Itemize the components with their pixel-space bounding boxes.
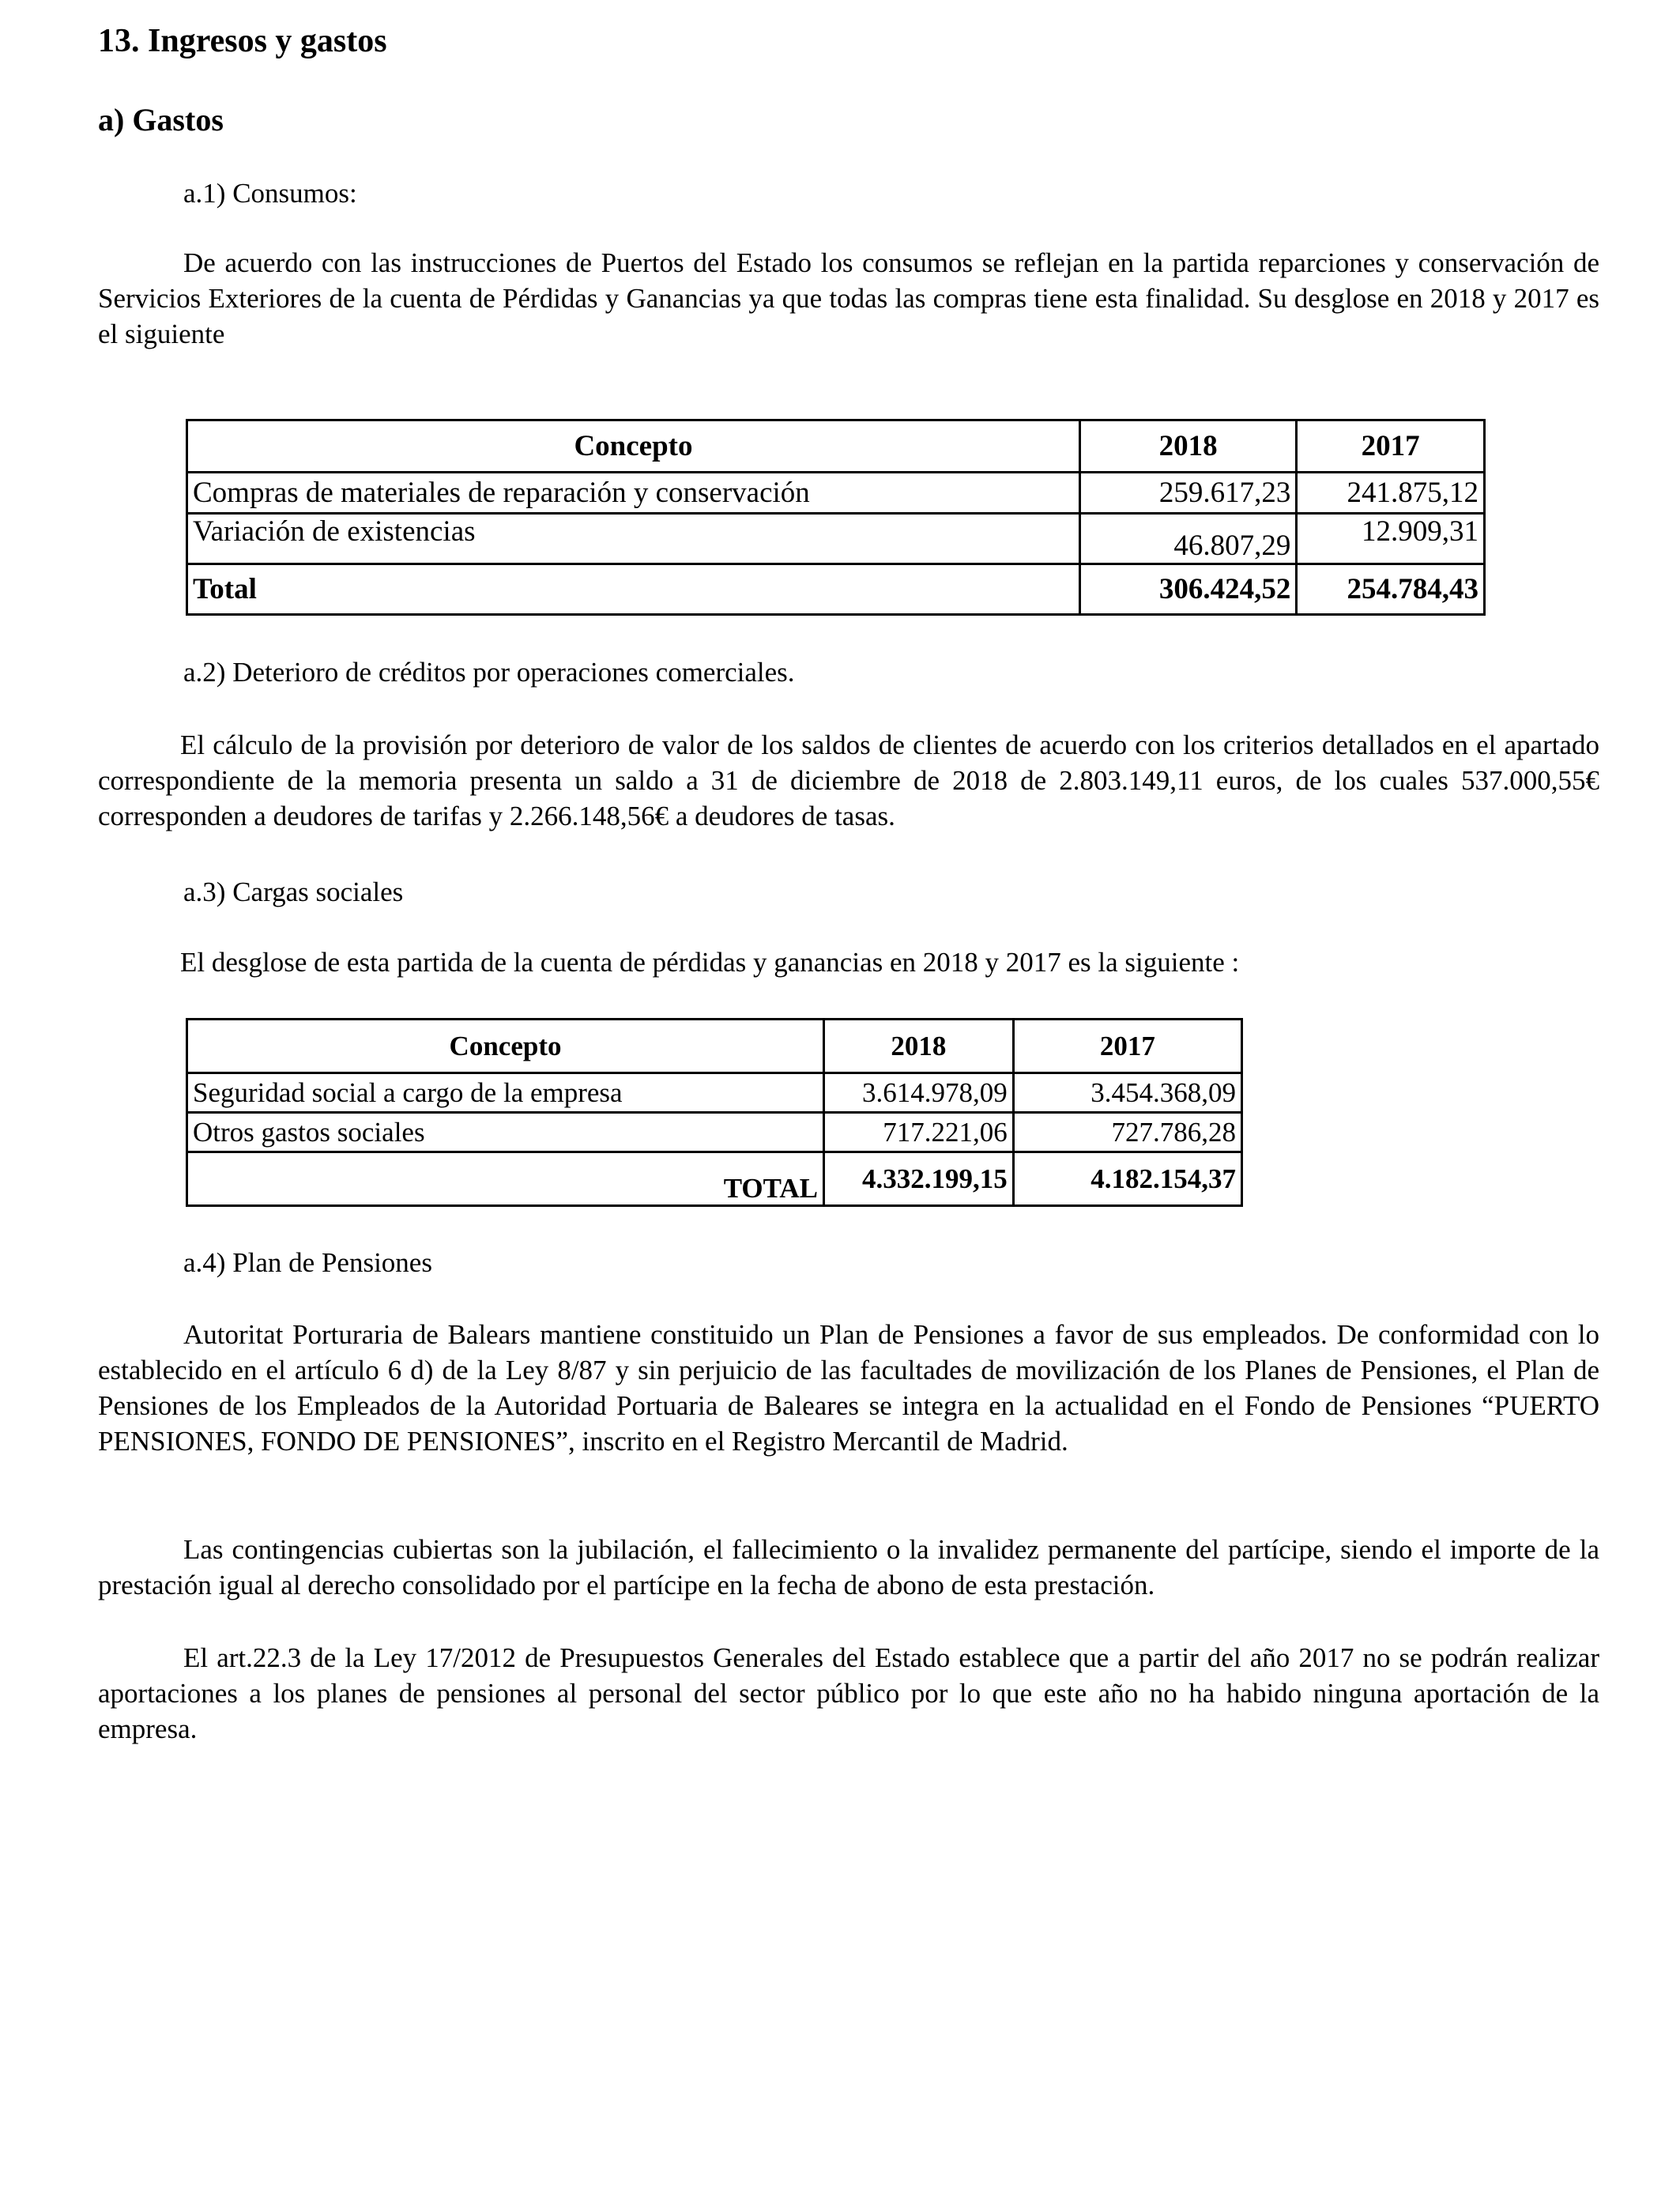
row-value-2018: 717.221,06 xyxy=(824,1113,1014,1152)
table-consumos xyxy=(186,419,1486,616)
total-value-2017: 254.784,43 xyxy=(1297,564,1485,615)
table-cargas-sociales xyxy=(186,1018,1243,1207)
section-title: 13. Ingresos y gastos xyxy=(98,23,387,59)
table-header-row xyxy=(187,1020,1242,1073)
table-row xyxy=(187,1113,1242,1152)
paragraph-deterioro: El cálculo de la provisión por deterioro de valor de los saldos de clientes de acuerdo con los criterios detallados en el apartado correspondiente de la memoria presenta un saldo a 31 de diciembre de 2018 de 2.803.149,11 euros, de los cuales 537.000,55€ corresponden a deudores de tarifas y 2.266.148,56€ a deudores de tasas. xyxy=(98,729,1599,831)
paragraph-consumos: De acuerdo con las instrucciones de Puertos del Estado los consumos se reflejan en la partida reparciones y conservación de Servicios Exteriores de la cuenta de Pérdidas y Ganancias ya que todas las compras tiene esta finalidad. Su desglose en 2018 y 2017 es el siguiente xyxy=(98,247,1599,349)
paragraph-plan-pensiones-2: Las contingencias cubiertas son la jubilación, el fallecimiento o la invalidez permanente del partícipe, siendo el importe de la prestación igual al derecho consolidado por el partícipe en la fecha de abono de esta prestación. xyxy=(98,1534,1599,1600)
row-label: Seguridad social a cargo de la empresa xyxy=(187,1073,824,1113)
header-concepto: Concepto xyxy=(187,420,1080,473)
heading-deterioro: a.2) Deterioro de créditos por operaciones comerciales. xyxy=(183,657,795,688)
table-header-row xyxy=(187,420,1485,473)
table-row xyxy=(187,473,1485,514)
header-2017: 2017 xyxy=(1013,1020,1241,1073)
paragraph-plan-pensiones-3: El art.22.3 de la Ley 17/2012 de Presupuestos Generales del Estado establece que a partir del año 2017 no se podrán realizar aportaciones a los planes de pensiones al personal del sector público por lo que este año no ha habido ninguna aportación de la empresa. xyxy=(98,1642,1599,1744)
table-row xyxy=(187,1073,1242,1113)
paragraph-plan-pensiones-1: Autoritat Porturaria de Balears mantiene constituido un Plan de Pensiones a favor de sus empleados. De conformidad con lo establecido en el artículo 6 d) de la Ley 8/87 y sin perjuicio de las facultades de movilización de los Planes de Pensiones, el Plan de Pensiones de los Empleados de la Autoridad Portuaria de Baleares se integra en la actualidad en el Fondo de Pensiones “PUERTO PENSIONES, FONDO DE PENSIONES”, inscrito en el Registro Mercantil de Madrid. xyxy=(98,1319,1599,1457)
row-label: Compras de materiales de reparación y conservación xyxy=(187,473,1080,514)
table-total-row xyxy=(187,1152,1242,1206)
row-label: Variación de existencias xyxy=(187,514,1080,564)
header-2017: 2017 xyxy=(1297,420,1485,473)
table-total-row xyxy=(187,564,1485,615)
total-value-2018: 4.332.199,15 xyxy=(824,1152,1014,1206)
row-value-2017: 241.875,12 xyxy=(1297,473,1485,514)
header-concepto: Concepto xyxy=(187,1020,824,1073)
table-row xyxy=(187,514,1485,564)
header-2018: 2018 xyxy=(824,1020,1014,1073)
paragraph-cargas-sociales: El desglose de esta partida de la cuenta de pérdidas y ganancias en 2018 y 2017 es la siguiente : xyxy=(180,947,1240,978)
heading-cargas-sociales: a.3) Cargas sociales xyxy=(183,876,404,907)
total-value-2017: 4.182.154,37 xyxy=(1013,1152,1241,1206)
heading-consumos: a.1) Consumos: xyxy=(183,178,357,209)
row-value-2017: 12.909,31 xyxy=(1297,514,1485,564)
total-label: TOTAL xyxy=(187,1152,824,1206)
row-value-2018: 46.807,29 xyxy=(1079,514,1296,564)
heading-plan-pensiones: a.4) Plan de Pensiones xyxy=(183,1247,432,1278)
row-value-2017: 3.454.368,09 xyxy=(1013,1073,1241,1113)
subsection-title: a) Gastos xyxy=(98,102,224,138)
row-value-2018: 3.614.978,09 xyxy=(824,1073,1014,1113)
row-value-2018: 259.617,23 xyxy=(1079,473,1296,514)
header-2018: 2018 xyxy=(1079,420,1296,473)
total-value-2018: 306.424,52 xyxy=(1079,564,1296,615)
total-label: Total xyxy=(187,564,1080,615)
row-value-2017: 727.786,28 xyxy=(1013,1113,1241,1152)
row-label: Otros gastos sociales xyxy=(187,1113,824,1152)
